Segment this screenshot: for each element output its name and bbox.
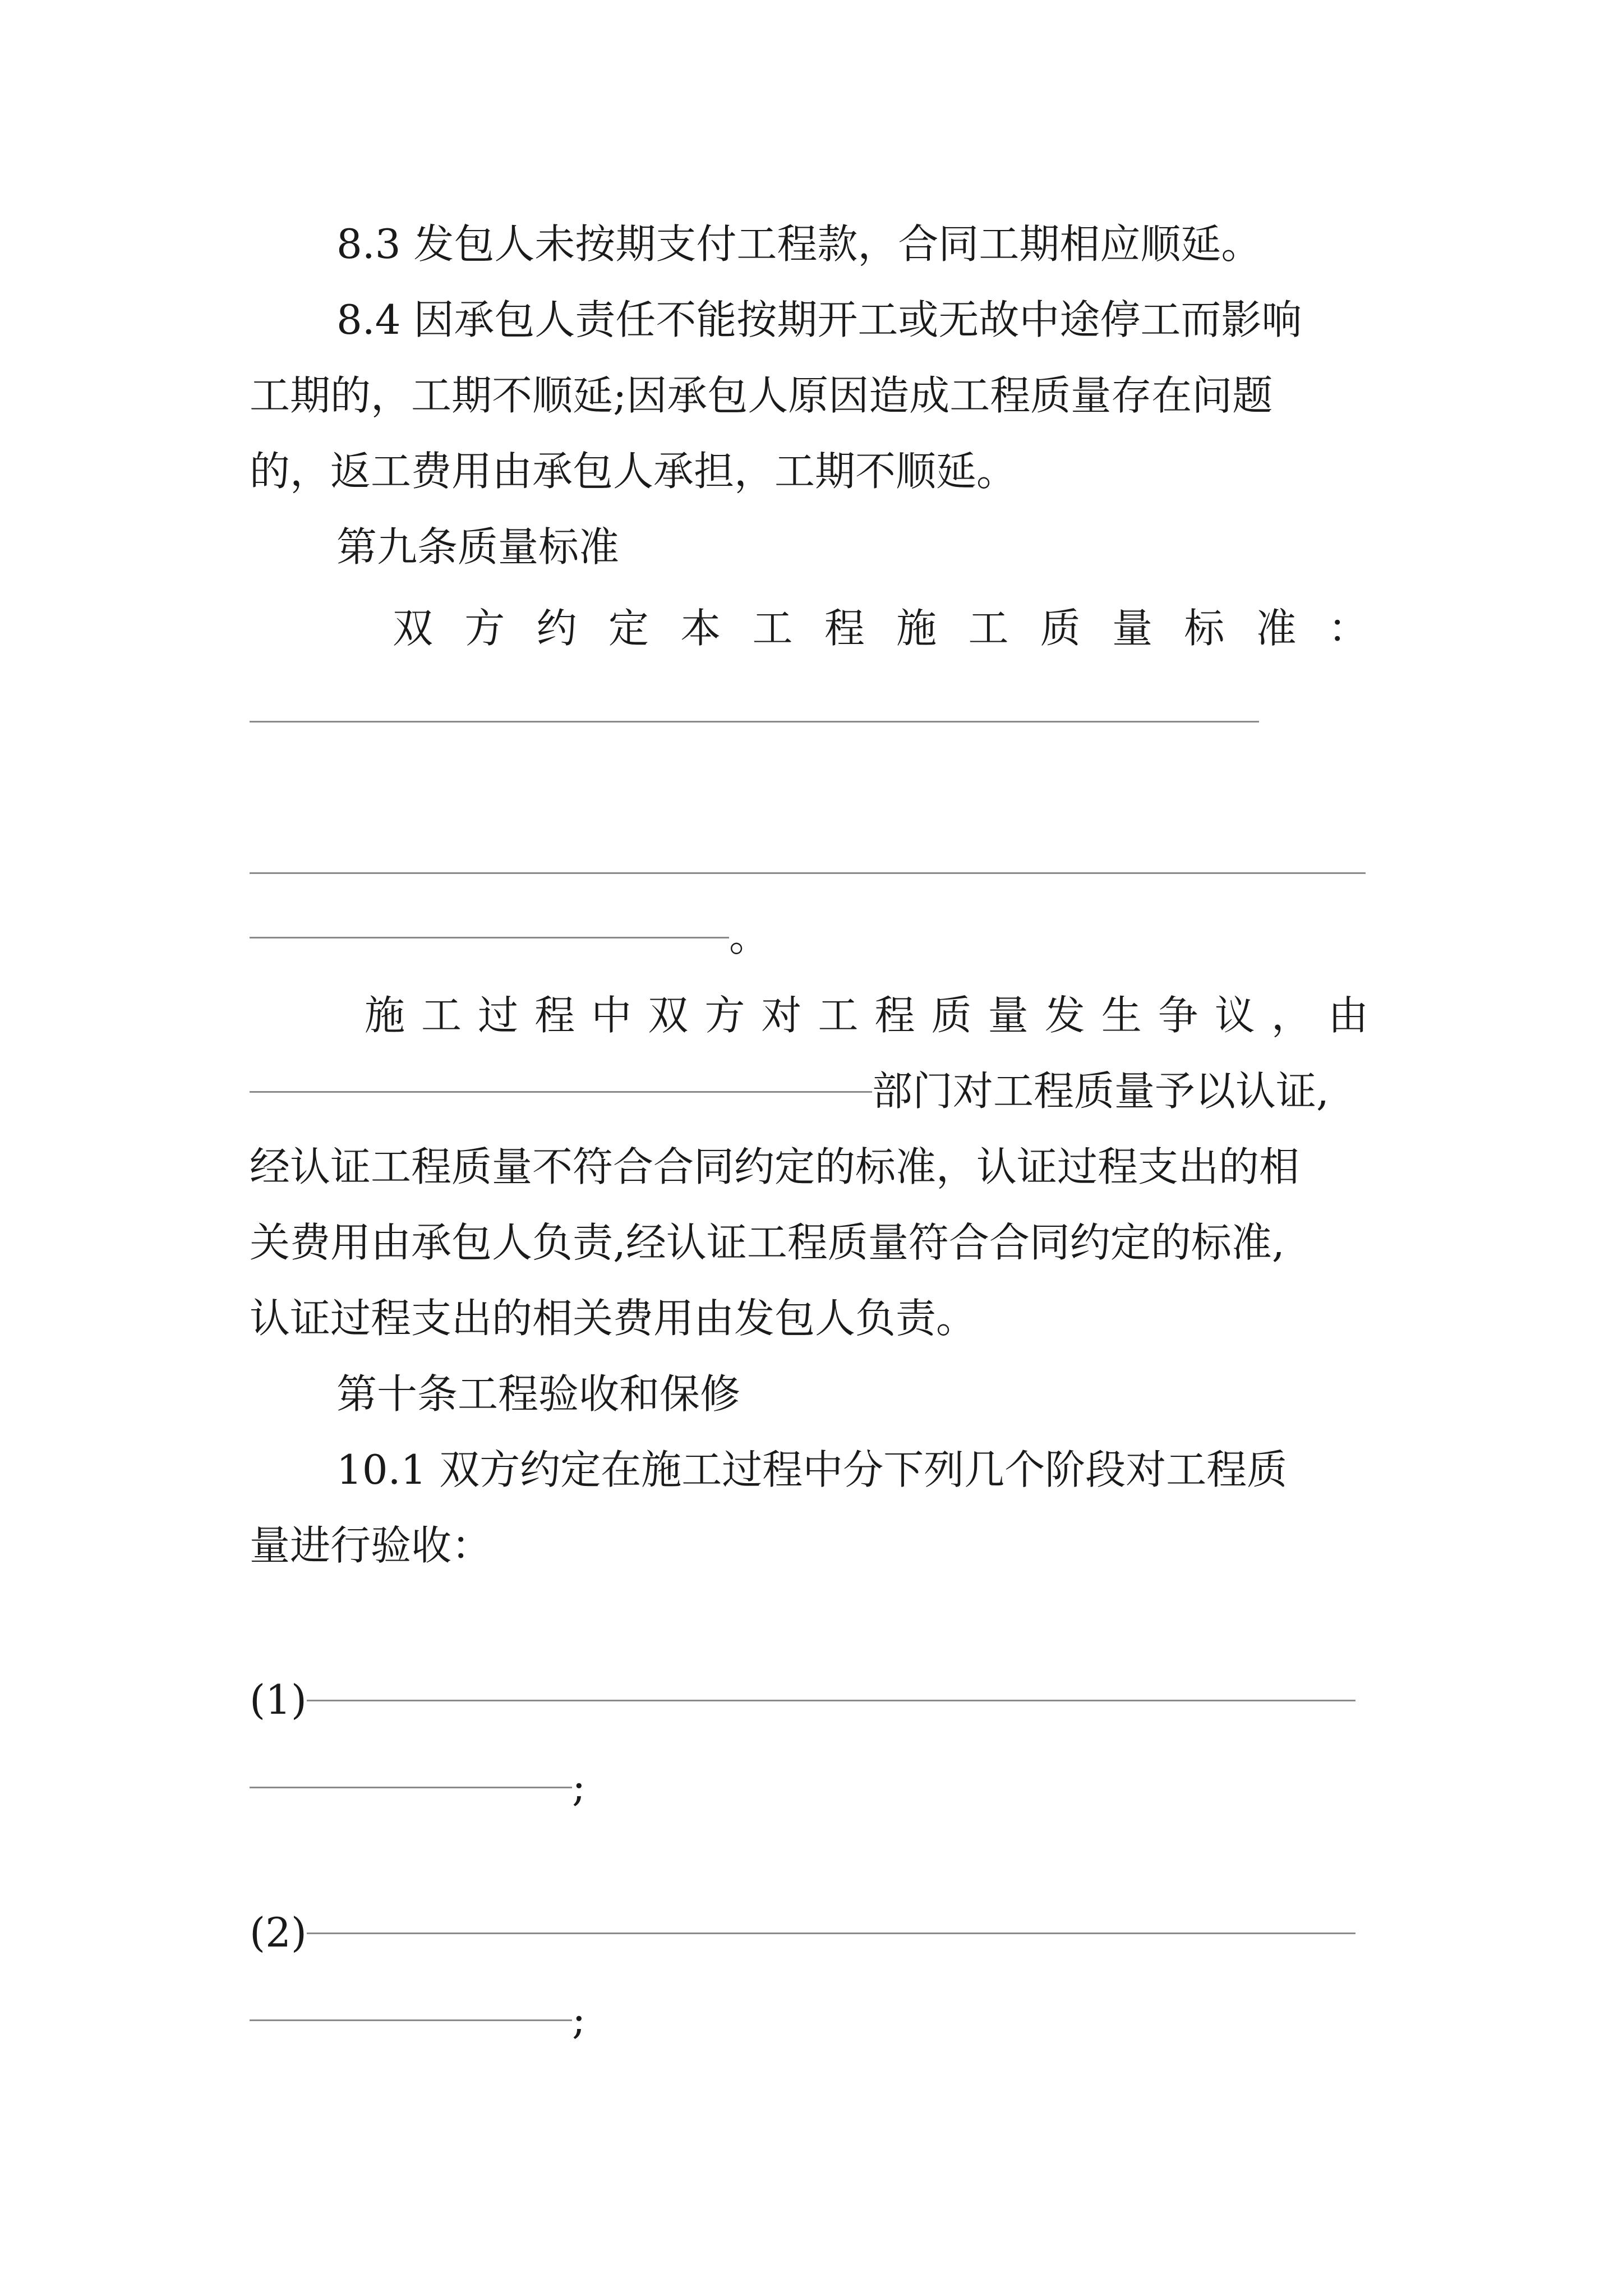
- dispute-line-3: 经认证工程质量不符合合同约定的标准，认证过程支出的相: [250, 1143, 1300, 1190]
- fill-in-blank: [307, 1700, 1355, 1701]
- dispute-line-4: 关费用由承包人负责,经认证工程质量符合合同约定的标准,: [250, 1219, 1285, 1266]
- semicolon-mark: ;: [572, 1996, 586, 2043]
- clause-8-4-line-1: 8.4 因承包人责任不能按期开工或无故中途停工而影响: [336, 296, 1302, 343]
- dispute-line-2: [250, 1063, 1329, 1119]
- clause-8-4-line-2: 工期的，工期不顺延;因承包人原因造成工程质量存在问题: [250, 372, 1273, 419]
- fill-in-blank: [250, 2019, 572, 2021]
- item-number: (2): [250, 1909, 307, 1956]
- stage-item-2-end: [250, 1991, 585, 2047]
- clause-8-4-line-3: 的，返工费用由承包人承担，工期不顺延。: [250, 448, 1017, 495]
- semicolon-mark: ;: [572, 1763, 586, 1810]
- fill-in-blank-line: [250, 721, 1259, 723]
- fill-in-blank: [250, 1787, 572, 1788]
- item-number: (1): [250, 1676, 307, 1723]
- fill-in-blank: [307, 1932, 1355, 1934]
- stage-item-2: [250, 1904, 1355, 1961]
- fill-in-blank: [250, 937, 729, 938]
- stage-item-1: [250, 1672, 1355, 1728]
- clause-10-1-line-1: 10.1 双方约定在施工过程中分下列几个阶段对工程质: [336, 1446, 1288, 1493]
- clause-10-1-line-2: 量进行验收：: [250, 1522, 492, 1569]
- dispute-line-5: 认证过程支出的相关费用由发包人负责。: [250, 1295, 977, 1342]
- quality-standard-blank-end: [250, 909, 769, 965]
- fill-in-blank-line: [250, 872, 1366, 874]
- clause-8-3: 8.3 发包人未按期支付工程款，合同工期相应顺延。: [336, 220, 1262, 268]
- fill-in-blank: [250, 1091, 872, 1093]
- dispute-line-2-text: 部门对工程质量予以认证,: [872, 1068, 1329, 1115]
- period-mark: 。: [729, 913, 770, 960]
- quality-standard-line: 双方约定本工程施工质量标准：: [393, 605, 1368, 652]
- article-10-heading: 第十条工程验收和保修: [336, 1370, 741, 1418]
- stage-item-1-end: [250, 1759, 585, 1815]
- dispute-line-1: 施工过程中双方对工程质量发生争议，由: [365, 992, 1368, 1039]
- article-9-heading: 第九条质量标准: [336, 523, 620, 570]
